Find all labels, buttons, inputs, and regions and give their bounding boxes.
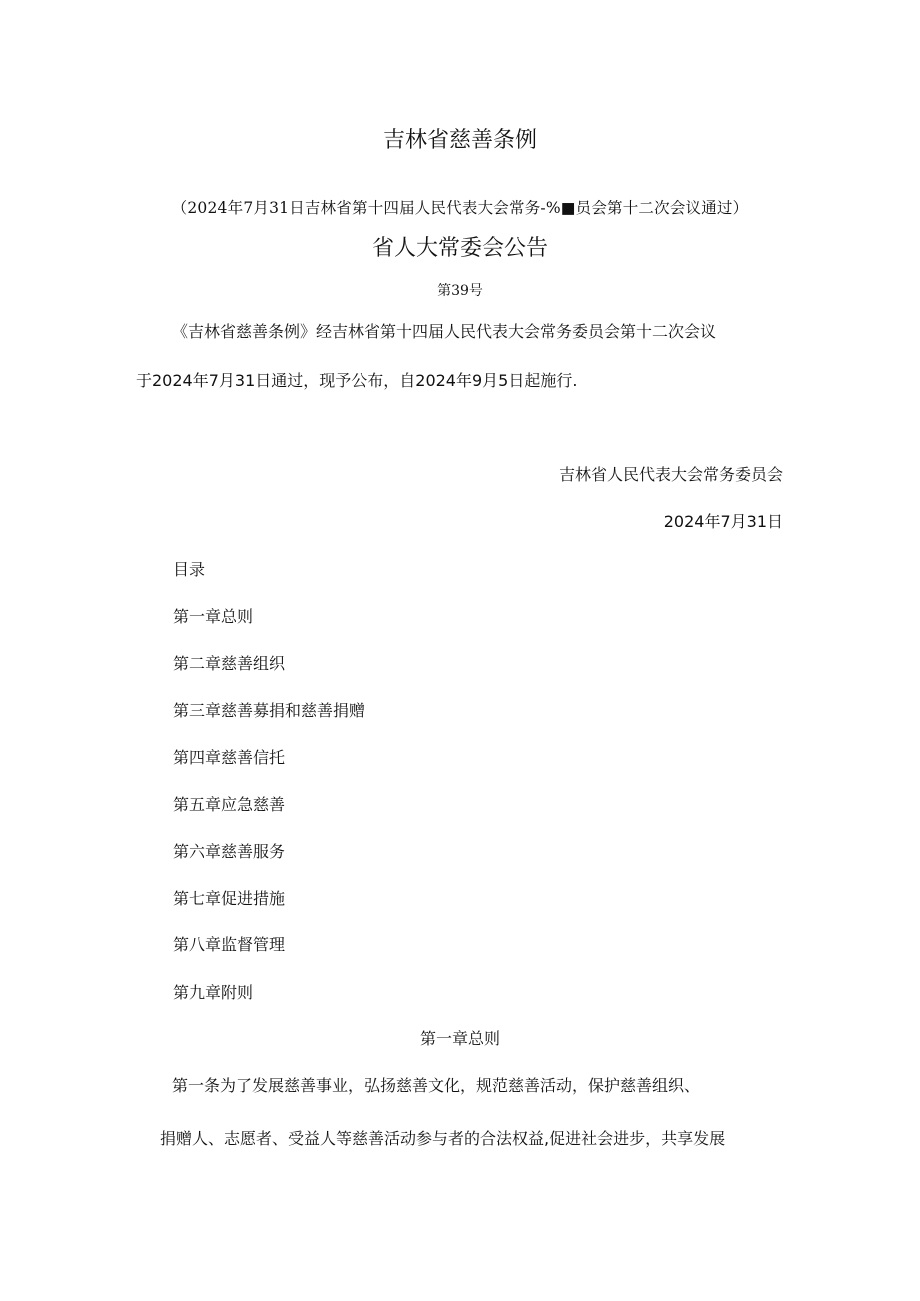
- notice-issuer: 吉林省人民代表大会常务委员会: [558, 465, 783, 484]
- toc-item: 第五章应急慈善: [173, 795, 286, 814]
- notice-date: 2024年7月31日: [663, 512, 783, 531]
- article-1-line-1: 第一条为了发展慈善事业，弘扬慈善文化，规范慈善活动，保护慈善组织、: [172, 1076, 701, 1095]
- toc-item: 第九章附则: [173, 983, 254, 1002]
- toc-item: 第七章促进措施: [173, 889, 286, 908]
- toc-heading: 目录: [173, 560, 206, 579]
- toc-item: 第四章慈善信托: [173, 748, 286, 767]
- notice-number: 第39号: [437, 283, 483, 299]
- toc-item: 第六章慈善服务: [173, 842, 286, 861]
- article-1-line-2: 捐赠人、志愿者、受益人等慈善活动参与者的合法权益,促进社会进步，共享发展: [160, 1129, 726, 1148]
- document-subtitle: （2024年7月31日吉林省第十四届人民代表大会常务-%■员会第十二次会议通过）: [171, 199, 749, 217]
- notice-paragraph-line-2: 于2024年7月31日通过，现予公布，自2024年9月5日起施行.: [136, 371, 578, 390]
- chapter-heading: 第一章总则: [419, 1029, 500, 1048]
- notice-paragraph-line-1: 《吉林省慈善条例》经吉林省第十四届人民代表大会常务委员会第十二次会议: [172, 322, 717, 341]
- notice-title: 省人大常委会公告: [371, 236, 548, 261]
- document-title: 吉林省慈善条例: [382, 128, 537, 153]
- toc-item: 第三章慈善募捐和慈善捐赠: [173, 701, 366, 720]
- toc-item: 第二章慈善组织: [173, 654, 286, 673]
- toc-item: 第八章监督管理: [173, 935, 286, 954]
- toc-item: 第一章总则: [173, 607, 254, 626]
